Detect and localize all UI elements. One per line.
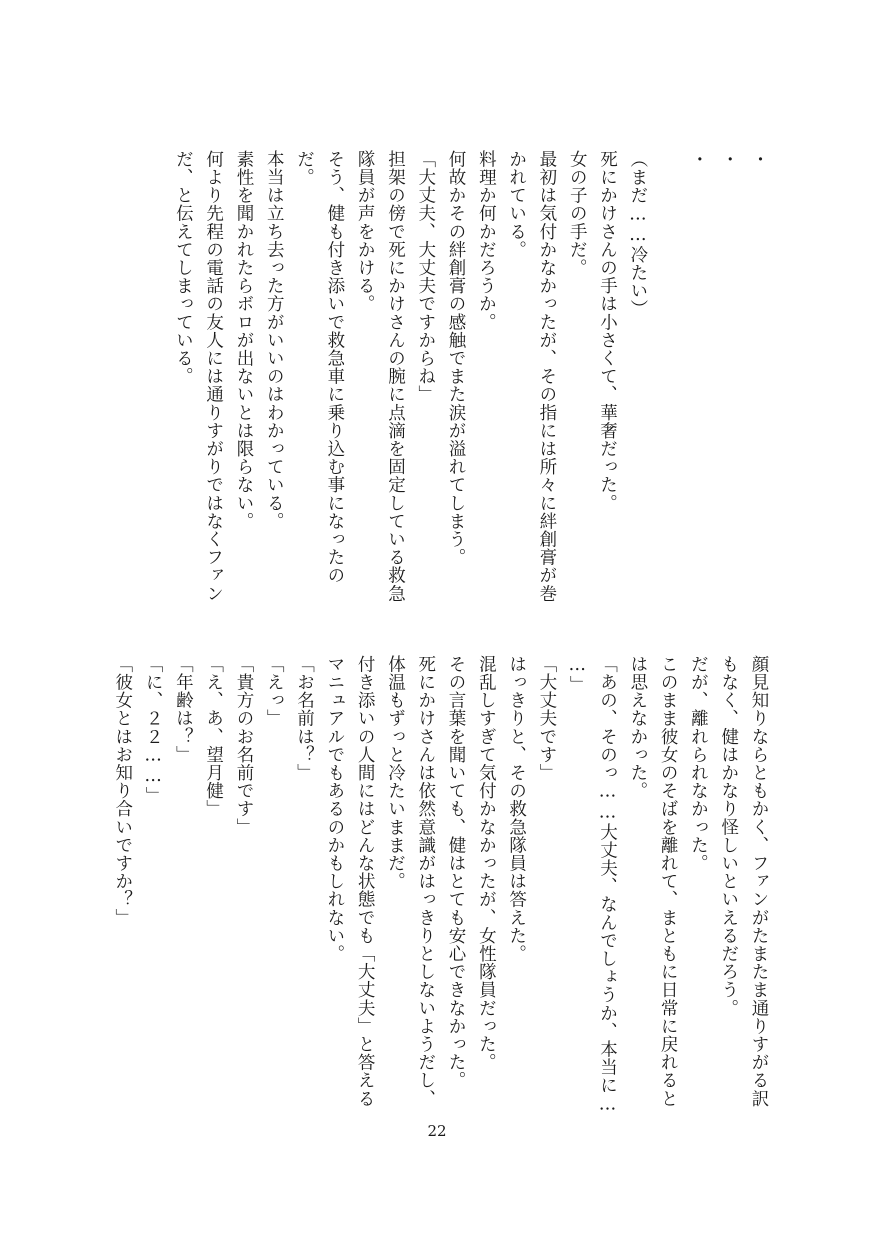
text-line: 何故かその絆創膏の感触でまた涙が溢れてしまう。 <box>446 150 467 567</box>
text-line: 「貴方のお名前です」 <box>233 655 254 836</box>
text-line: 担架の傍で死にかけさんの腕に点滴を固定している救急 <box>385 150 406 603</box>
text-line: 女の子の手だ。 <box>567 150 588 277</box>
page-number: 22 <box>427 1122 447 1140</box>
text-line: 「お名前は？」 <box>294 655 315 782</box>
text-line: 隊員が声をかける。 <box>355 150 376 313</box>
text-line: その言葉を聞いても、健はとても安心できなかった。 <box>446 655 467 1090</box>
text-line: は思えなかった。 <box>627 655 648 800</box>
text-line: もなく、健はかなり怪しいといえるだろう。 <box>718 655 739 1017</box>
text-line <box>653 150 683 590</box>
text-line: かれている。 <box>506 150 527 259</box>
text-line: 混乱しすぎて気付かなかったが、女性隊員だった。 <box>476 655 497 1072</box>
text-line: ・ <box>688 150 709 169</box>
text-line: ・ <box>718 150 739 169</box>
text-line: マニュアルでもあるのかもしれない。 <box>324 655 345 963</box>
text-block-bottom <box>107 655 774 1115</box>
text-line: だ。 <box>294 150 315 187</box>
text-line: …」 <box>567 655 588 694</box>
text-line: 「年齢は？」 <box>173 655 194 764</box>
text-line: 本当は立ち去った方がいいのはわかっている。 <box>264 150 285 531</box>
text-line: このまま彼女のそばを離れて、まともに日常に戻れると <box>658 655 679 1108</box>
text-line: だ、と伝えてしまっている。 <box>173 150 194 386</box>
text-line: 死にかけさんは依然意識がはっきりとしないようだし、 <box>415 655 436 1108</box>
text-line: 体温もずっと冷たいままだ。 <box>385 655 406 891</box>
text-line: 「彼女とはお知り合いですか？」 <box>112 655 133 927</box>
text-line: 最初は気付かなかったが、その指には所々に絆創膏が巻 <box>536 150 557 603</box>
text-line: 料理か何かだろうか。 <box>476 150 497 331</box>
text-line: 何より先程の電話の友人には通りすがりではなくファン <box>203 150 224 603</box>
text-line: （まだ……冷たい） <box>627 150 648 318</box>
text-line: 「えっ」 <box>264 655 285 728</box>
text-line: 顔見知りならともかく、ファンがたまたま通りすがる訳 <box>749 655 769 1108</box>
text-line: 素性を聞かれたらボロが出ないとは限らない。 <box>233 150 254 531</box>
text-line: はっきりと、その救急隊員は答えた。 <box>506 655 527 963</box>
text-line: 「大丈夫、大丈夫ですからね」 <box>415 150 436 404</box>
text-line: 「大丈夫です」 <box>536 655 557 782</box>
text-line: 付き添いの人間にはどんな状態でも「大丈夫」と答える <box>355 655 376 1108</box>
text-line: そう、健も付き添いで救急車に乗り込む事になったの <box>324 150 345 585</box>
text-line: だが、離れられなかった。 <box>688 655 709 873</box>
text-line: 「え、あ、望月健」 <box>203 655 224 818</box>
text-block-top <box>168 150 774 603</box>
text-line: 「に、２２……」 <box>143 655 164 805</box>
text-line: 死にかけさんの手は小さくて、華奢だった。 <box>597 150 618 512</box>
text-line: ・ <box>749 150 769 169</box>
text-line: 「あの、そのっ……大丈夫、なんでしょうか、本当に… <box>597 655 618 1115</box>
